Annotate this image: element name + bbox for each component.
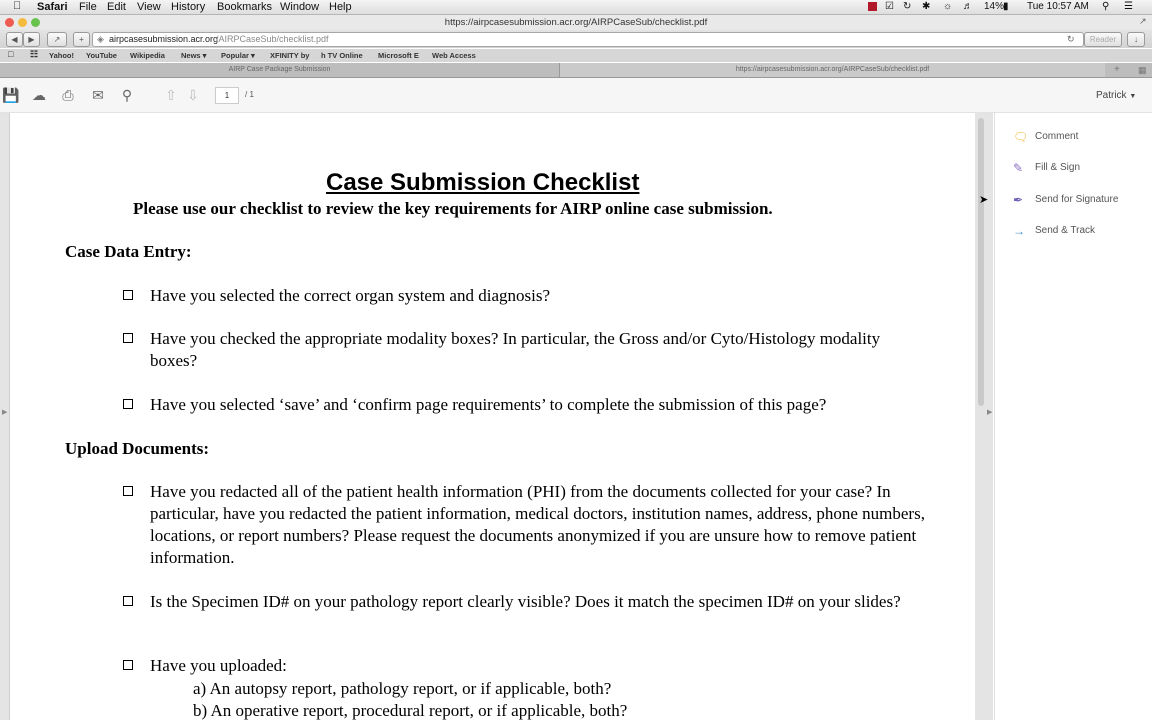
battery-icon[interactable]: ▮ <box>1003 1 1009 12</box>
checklist-item: Have you redacted all of the patient health information (PHI) from the documents collected for your case? In particular, have you redacted the patient information, medical doctors, institution names, address, phone numbers, locations, or report numbers? Please request the documents anonymized if you are unsure how to remove patient information. <box>150 482 925 567</box>
menubar-clock[interactable]: Tue 10:57 AM <box>1027 1 1089 12</box>
pdf-toolbar <box>0 78 1152 113</box>
document-title: Case Submission Checklist <box>326 169 640 196</box>
bookmark-item[interactable]: Microsoft E <box>378 51 419 60</box>
signature-icon: ✒ <box>1013 193 1024 207</box>
shield-icon[interactable]: ☑ <box>885 1 894 12</box>
checkbox <box>123 660 133 670</box>
vertical-scrollbar[interactable] <box>978 118 984 406</box>
reader-button[interactable]: Reader <box>1084 32 1122 47</box>
page-total: / 1 <box>245 90 254 99</box>
apple-menu-icon[interactable] <box>13 0 21 12</box>
menu-window[interactable]: Window <box>280 1 320 13</box>
mouse-cursor-icon: ➤ <box>979 194 989 206</box>
bookmarks-bar <box>0 49 1152 62</box>
checkbox <box>123 596 133 606</box>
sync-icon[interactable]: ↻ <box>903 1 912 12</box>
tab-case-package[interactable]: AIRP Case Package Submission <box>0 63 560 77</box>
address-bar[interactable] <box>92 32 1084 47</box>
app-menu[interactable]: Safari <box>37 1 68 13</box>
reload-icon[interactable]: ↻ <box>1067 34 1075 44</box>
previous-page-icon[interactable]: ⇧ <box>165 87 177 103</box>
bookmark-item[interactable]: News ▾ <box>181 51 207 60</box>
right-pane-toggle-icon[interactable]: ▶ <box>987 409 993 416</box>
menu-help[interactable]: Help <box>329 1 352 13</box>
status-icon[interactable] <box>868 2 877 11</box>
next-page-icon[interactable]: ⇩ <box>187 87 199 103</box>
upload-icon[interactable]: ☁ <box>32 87 46 103</box>
bookmark-item[interactable]: YouTube <box>86 51 117 60</box>
comment-icon: 🗨 <box>1013 130 1029 144</box>
downloads-button[interactable]: ↓ <box>1127 32 1145 47</box>
share-button[interactable]: ↗ <box>47 32 67 47</box>
email-icon[interactable]: ✉ <box>92 87 104 103</box>
wifi-icon[interactable]: ☼ <box>943 1 953 12</box>
bluetooth-icon[interactable]: ✱ <box>922 1 931 12</box>
checkbox <box>123 486 133 496</box>
fullscreen-icon[interactable]: ↗ <box>1139 16 1147 26</box>
section-heading-case-data: Case Data Entry: <box>65 242 192 261</box>
document-subtitle: Please use our checklist to review the key requirements for AIRP online case submission. <box>133 199 773 218</box>
menu-file[interactable]: File <box>79 1 97 13</box>
tool-label: Send & Track <box>1035 225 1096 236</box>
checkbox <box>123 290 133 300</box>
add-tab-button[interactable]: + <box>1114 64 1120 75</box>
bookmark-item[interactable]: XFINITY by <box>270 51 310 60</box>
user-name: Patrick <box>1096 90 1127 101</box>
spotlight-icon[interactable]: ⚲ <box>1102 1 1110 12</box>
search-icon[interactable]: ⚲ <box>121 87 133 103</box>
menu-edit[interactable]: Edit <box>107 1 126 13</box>
window-title: https://airpcasesubmission.acr.org/AIRPCaseSub/checklist.pdf <box>444 17 708 28</box>
pen-icon: ✎ <box>1013 161 1024 175</box>
tab-overview-icon[interactable]: ▦ <box>1138 65 1147 75</box>
checkbox <box>123 333 133 343</box>
bookmark-item[interactable]: Popular ▾ <box>221 51 255 60</box>
checklist-subitem: b) An operative report, procedural report, or if applicable, both? <box>193 701 628 720</box>
menu-view[interactable]: View <box>137 1 161 13</box>
forward-button[interactable]: ▶ <box>23 32 40 47</box>
notifications-icon[interactable]: ☰ <box>1124 1 1133 12</box>
bookmark-item[interactable]: Yahoo! <box>49 51 75 60</box>
zoom-window-button[interactable] <box>31 18 40 27</box>
top-sites-icon[interactable]: ☷ <box>30 49 39 59</box>
url-domain: airpcasesubmission.acr.org <box>109 34 219 44</box>
url-path: /AIRPCaseSub/checklist.pdf <box>216 34 329 44</box>
close-window-button[interactable] <box>5 18 14 27</box>
menu-bar <box>0 0 1152 15</box>
bookmark-item[interactable]: h TV Online <box>321 51 363 60</box>
print-icon[interactable]: ⎙ <box>62 87 74 103</box>
arrow-right-icon: → <box>1013 224 1025 238</box>
page-number-input[interactable]: 1 <box>215 87 239 104</box>
back-button[interactable]: ◀ <box>6 32 23 47</box>
battery-percent[interactable]: 14% <box>984 1 1005 12</box>
checklist-item: Have you uploaded: <box>150 656 287 675</box>
checklist-subitem: a) An autopsy report, pathology report, or if applicable, both? <box>193 679 612 698</box>
window-titlebar <box>0 15 1152 30</box>
tool-label: Send for Signature <box>1035 194 1119 205</box>
checklist-item: Have you checked the appropriate modality boxes? In particular, the Gross and/or Cyto/Histology modality boxes? <box>150 329 881 370</box>
tab-checklist[interactable]: https://airpcasesubmission.acr.org/AIRPCaseSub/checklist.pdf <box>560 63 1105 77</box>
checklist-item: Is the Specimen ID# on your pathology report clearly visible? Does it match the specimen ID# on your slides? <box>150 592 901 611</box>
tool-label: Comment <box>1035 131 1079 142</box>
globe-icon: ◈ <box>97 34 104 44</box>
minimize-window-button[interactable] <box>18 18 27 27</box>
new-tab-button[interactable]: + <box>73 32 90 47</box>
menu-history[interactable]: History <box>171 1 206 13</box>
reading-list-icon[interactable]: □ <box>8 49 14 59</box>
bookmark-item[interactable]: Wikipedia <box>130 51 165 60</box>
tab-bar <box>0 63 1152 78</box>
user-menu[interactable] <box>1096 90 1136 101</box>
menu-bookmarks[interactable]: Bookmarks <box>217 1 273 13</box>
checkbox <box>123 399 133 409</box>
chevron-down-icon: ▼ <box>1129 93 1137 100</box>
bookmark-item[interactable]: Web Access <box>432 51 476 60</box>
save-icon[interactable]: 💾 <box>2 87 20 103</box>
checklist-item: Have you selected ‘save’ and ‘confirm page requirements’ to complete the submission of this page? <box>150 395 827 414</box>
volume-icon[interactable]: ♬ <box>963 1 973 12</box>
left-panel-toggle-icon[interactable]: ▶ <box>2 409 8 416</box>
section-heading-upload: Upload Documents: <box>65 439 210 458</box>
tool-label: Fill & Sign <box>1035 162 1081 173</box>
checklist-item: Have you selected the correct organ system and diagnosis? <box>150 286 550 305</box>
